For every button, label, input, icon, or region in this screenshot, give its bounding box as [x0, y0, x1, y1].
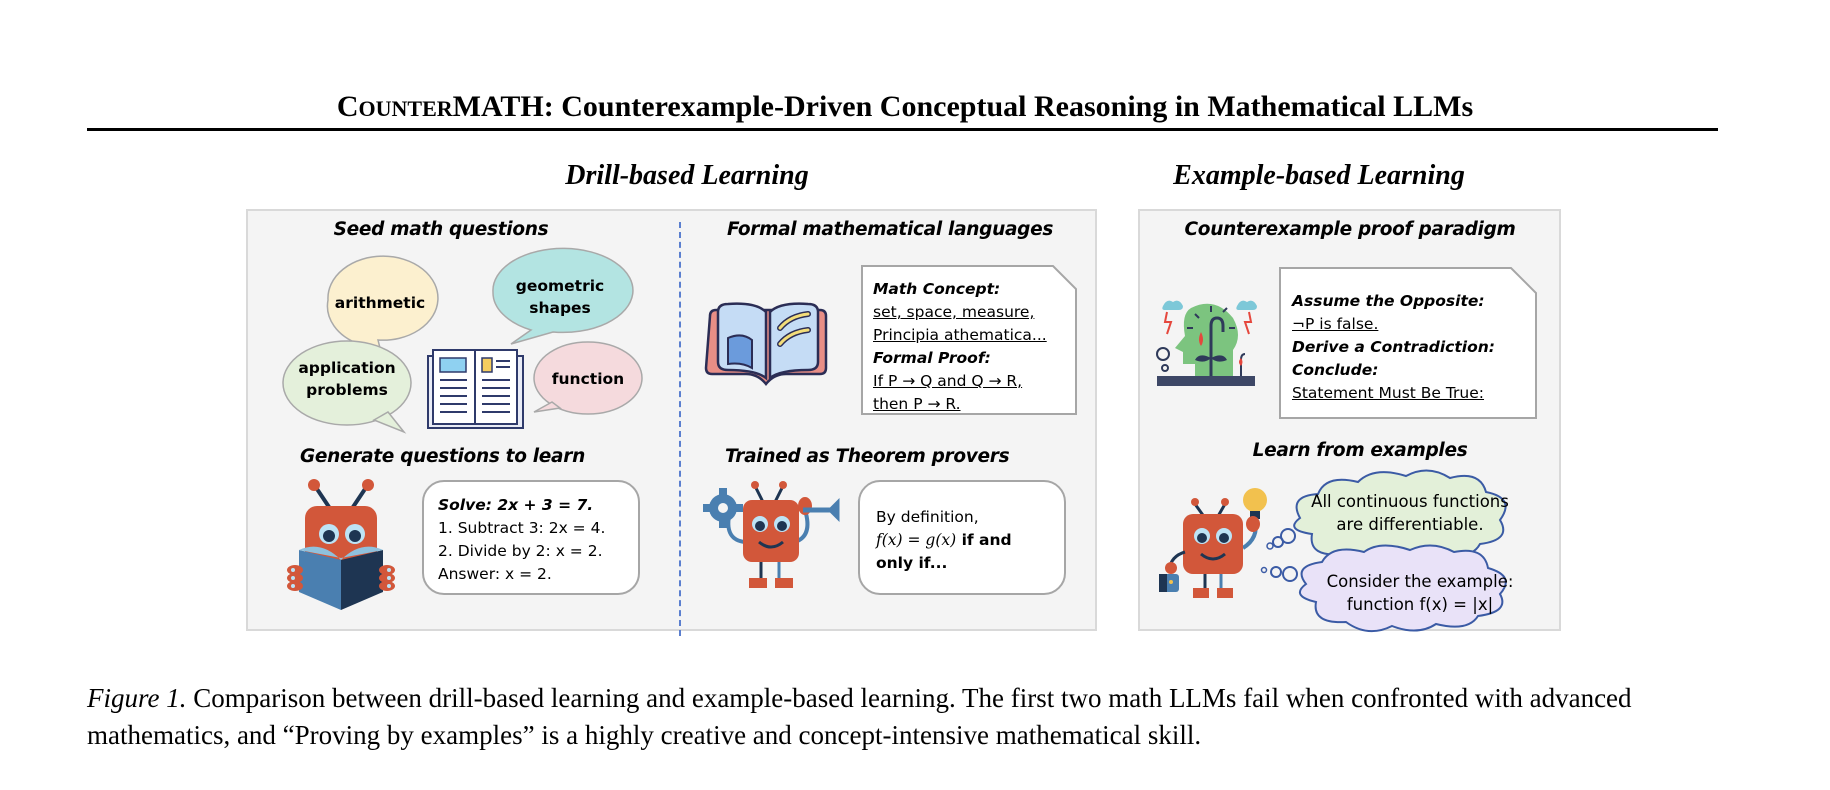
- formal-book-icon: [706, 300, 830, 388]
- assume-label: Assume the Opposite:: [1292, 292, 1485, 310]
- generate-title: Generate questions to learn: [300, 446, 585, 467]
- title-rest: MATH: Counterexample-Driven Conceptual Reasoning in Mathematical LLMs: [452, 90, 1474, 123]
- bubble-application-problems: application problems: [298, 359, 396, 399]
- gear-icon: [703, 488, 743, 528]
- caption-text: Comparison between drill-based learning and example-based learning. The first two math LLMs fail when confronted with advanced mathematics, and “Proving by examples” is a highly creative and concept-intensive mathematical skill.: [87, 683, 1632, 750]
- bubble-function: function: [551, 369, 625, 388]
- formal-proof-label: Formal Proof:: [873, 349, 991, 367]
- title-rule: [87, 128, 1718, 131]
- theorem-bold1: if and: [956, 531, 1012, 549]
- solve-line4: Answer: x = 2.: [438, 565, 552, 583]
- paradigm-card: [1292, 290, 1532, 405]
- cloud-counterexample-line1: Consider the example:: [1326, 572, 1514, 591]
- tool-robot-icon: [705, 480, 845, 592]
- assume-text: ¬P is false.: [1292, 315, 1379, 333]
- head-plant-icon: [1155, 296, 1255, 388]
- conclude-text: Statement Must Be True:: [1292, 384, 1485, 402]
- formal-card: [873, 278, 1073, 416]
- cloud-claim-line1: All continuous functions: [1311, 492, 1509, 511]
- theorem-math: f(x) = g(x): [876, 531, 957, 549]
- theorem-card: [858, 480, 1066, 595]
- reading-robot-icon: [285, 478, 405, 610]
- paradigm-title: Counterexample proof paradigm: [1184, 219, 1516, 240]
- figure-caption: [87, 680, 1737, 754]
- idea-robot-icon: [1155, 482, 1275, 600]
- cloud-counterexample-line2: function f(x) = |x|: [1346, 595, 1494, 614]
- math-concept-line2: Principia athematica...: [873, 326, 1047, 344]
- theorem-line1: By definition,: [876, 508, 979, 526]
- cloud-claim-line2: are differentiable.: [1336, 515, 1484, 534]
- cloud-counterexample: [1300, 570, 1540, 616]
- conclude-label: Conclude:: [1292, 361, 1379, 379]
- solve-line2: 1. Subtract 3: 2x = 4.: [438, 519, 606, 537]
- math-concept-line1: set, space, measure,: [873, 303, 1035, 321]
- theorem-title: Trained as Theorem provers: [725, 446, 1010, 467]
- open-book-icon: [428, 350, 523, 428]
- panel-divider: [679, 222, 681, 636]
- solve-line1: Solve: 2x + 3 = 7.: [438, 496, 594, 514]
- seed-title: Seed math questions: [333, 219, 549, 240]
- paper-title: [0, 90, 1810, 124]
- caption-label: Figure 1.: [87, 683, 187, 713]
- bubble-arithmetic: arithmetic: [334, 293, 426, 312]
- learn-title: Learn from examples: [1252, 440, 1468, 461]
- title-initial: C: [336, 90, 359, 123]
- theorem-bold2: only if...: [876, 554, 948, 572]
- solve-card: [422, 480, 640, 595]
- drill-heading: Drill-based Learning: [565, 160, 809, 191]
- bubble-geometric-shapes: geometric shapes: [515, 277, 605, 317]
- solve-line3: 2. Divide by 2: x = 2.: [438, 542, 603, 560]
- cloud-claim: [1290, 490, 1530, 536]
- title-smallcaps: OUNTER: [358, 96, 453, 121]
- formal-proof-line1: If P → Q and Q → R,: [873, 372, 1023, 390]
- formal-title: Formal mathematical languages: [726, 219, 1054, 240]
- math-concept-label: Math Concept:: [873, 280, 1001, 298]
- formal-proof-line2: then P → R.: [873, 395, 961, 413]
- derive-label: Derive a Contradiction:: [1292, 338, 1495, 356]
- example-heading: Example-based Learning: [1173, 160, 1465, 191]
